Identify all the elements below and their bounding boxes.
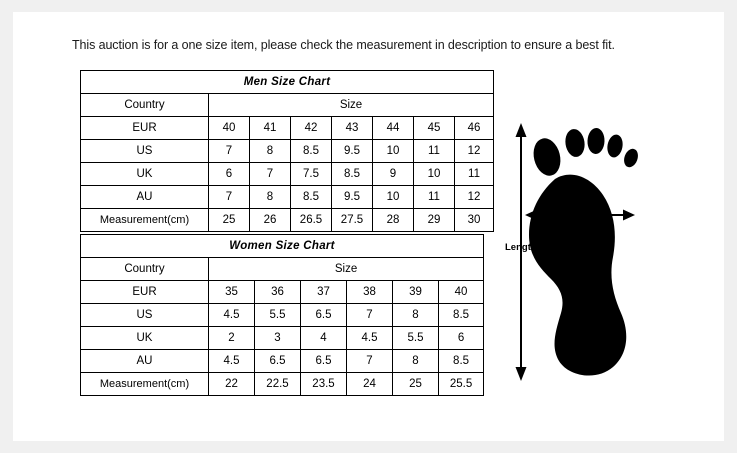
women-row-label-us: US	[81, 304, 209, 327]
auction-notice: This auction is for a one size item, please check the measurement in description to ensure a best fit.	[72, 38, 615, 52]
men-row-label-uk: UK	[81, 163, 209, 186]
table-row-title	[81, 235, 484, 258]
table-row-header	[81, 258, 484, 281]
width-label: Width	[553, 205, 580, 216]
table-cell: 40	[439, 281, 484, 304]
table-cell: 8	[393, 304, 439, 327]
table-cell: 6.5	[301, 350, 347, 373]
table-row	[81, 327, 484, 350]
women-size-chart	[80, 234, 483, 396]
men-header-country: Country	[81, 94, 209, 117]
table-cell: 44	[373, 117, 414, 140]
table-cell: 9	[373, 163, 414, 186]
table-cell: 4.5	[347, 327, 393, 350]
table-cell: 10	[373, 186, 414, 209]
table-cell: 22	[209, 373, 255, 396]
table-cell: 8	[393, 350, 439, 373]
document-page	[13, 12, 724, 441]
table-cell: 6	[209, 163, 250, 186]
table-cell: 11	[455, 163, 494, 186]
women-row-label-au: AU	[81, 350, 209, 373]
women-header-country: Country	[81, 258, 209, 281]
length-arrow-head-bottom	[516, 367, 527, 381]
table-row	[81, 373, 484, 396]
table-row	[81, 140, 494, 163]
women-size-table	[80, 234, 484, 396]
table-cell: 26.5	[291, 209, 332, 232]
table-cell: 11	[414, 140, 455, 163]
women-row-label-measurement: Measurement(cm)	[81, 373, 209, 396]
table-cell: 7.5	[291, 163, 332, 186]
table-row	[81, 117, 494, 140]
men-size-chart	[80, 70, 493, 232]
women-chart-title: Women Size Chart	[81, 235, 484, 258]
table-cell: 7	[250, 163, 291, 186]
table-cell: 8	[250, 186, 291, 209]
toe-second	[564, 128, 587, 158]
table-row-header	[81, 94, 494, 117]
table-cell: 30	[455, 209, 494, 232]
table-cell: 46	[455, 117, 494, 140]
men-chart-title: Men Size Chart	[81, 71, 494, 94]
women-row-label-eur: EUR	[81, 281, 209, 304]
table-cell: 43	[332, 117, 373, 140]
table-cell: 25	[209, 209, 250, 232]
table-cell: 29	[414, 209, 455, 232]
women-row-label-uk: UK	[81, 327, 209, 350]
table-cell: 25.5	[439, 373, 484, 396]
table-cell: 28	[373, 209, 414, 232]
toe-fourth	[606, 133, 625, 158]
table-cell: 24	[347, 373, 393, 396]
table-cell: 11	[414, 186, 455, 209]
table-cell: 4.5	[209, 304, 255, 327]
table-cell: 3	[255, 327, 301, 350]
table-cell: 6.5	[301, 304, 347, 327]
toe-little	[622, 147, 641, 169]
table-cell: 7	[347, 350, 393, 373]
men-row-label-au: AU	[81, 186, 209, 209]
table-cell: 5.5	[255, 304, 301, 327]
table-row	[81, 209, 494, 232]
men-row-label-measurement: Measurement(cm)	[81, 209, 209, 232]
table-row	[81, 350, 484, 373]
table-cell: 38	[347, 281, 393, 304]
table-cell: 8.5	[332, 163, 373, 186]
table-row	[81, 186, 494, 209]
table-cell: 12	[455, 186, 494, 209]
length-label: Length	[505, 242, 537, 253]
table-cell: 9.5	[332, 140, 373, 163]
toe-third	[587, 128, 605, 155]
table-cell: 10	[414, 163, 455, 186]
table-row-title	[81, 71, 494, 94]
men-row-label-eur: EUR	[81, 117, 209, 140]
table-cell: 8.5	[439, 304, 484, 327]
toe-big	[530, 135, 564, 178]
table-cell: 36	[255, 281, 301, 304]
table-cell: 4	[301, 327, 347, 350]
table-cell: 5.5	[393, 327, 439, 350]
table-cell: 7	[209, 140, 250, 163]
table-cell: 40	[209, 117, 250, 140]
table-cell: 27.5	[332, 209, 373, 232]
table-cell: 35	[209, 281, 255, 304]
table-cell: 8.5	[439, 350, 484, 373]
table-cell: 8	[250, 140, 291, 163]
table-cell: 12	[455, 140, 494, 163]
table-cell: 2	[209, 327, 255, 350]
men-header-size: Size	[209, 94, 494, 117]
table-cell: 45	[414, 117, 455, 140]
table-cell: 6.5	[255, 350, 301, 373]
table-cell: 10	[373, 140, 414, 163]
table-cell: 23.5	[301, 373, 347, 396]
table-cell: 22.5	[255, 373, 301, 396]
men-size-table	[80, 70, 494, 232]
foot-measurement-diagram	[503, 117, 693, 387]
width-arrow-head-right	[623, 210, 635, 221]
table-cell: 9.5	[332, 186, 373, 209]
table-cell: 8.5	[291, 140, 332, 163]
men-row-label-us: US	[81, 140, 209, 163]
table-row	[81, 304, 484, 327]
table-cell: 39	[393, 281, 439, 304]
table-cell: 7	[347, 304, 393, 327]
table-row	[81, 163, 494, 186]
table-cell: 8.5	[291, 186, 332, 209]
table-cell: 6	[439, 327, 484, 350]
table-cell: 7	[209, 186, 250, 209]
table-cell: 37	[301, 281, 347, 304]
table-cell: 26	[250, 209, 291, 232]
table-cell: 25	[393, 373, 439, 396]
table-cell: 4.5	[209, 350, 255, 373]
length-arrow-head-top	[516, 123, 527, 137]
table-row	[81, 281, 484, 304]
women-header-size: Size	[209, 258, 484, 281]
table-cell: 42	[291, 117, 332, 140]
table-cell: 41	[250, 117, 291, 140]
